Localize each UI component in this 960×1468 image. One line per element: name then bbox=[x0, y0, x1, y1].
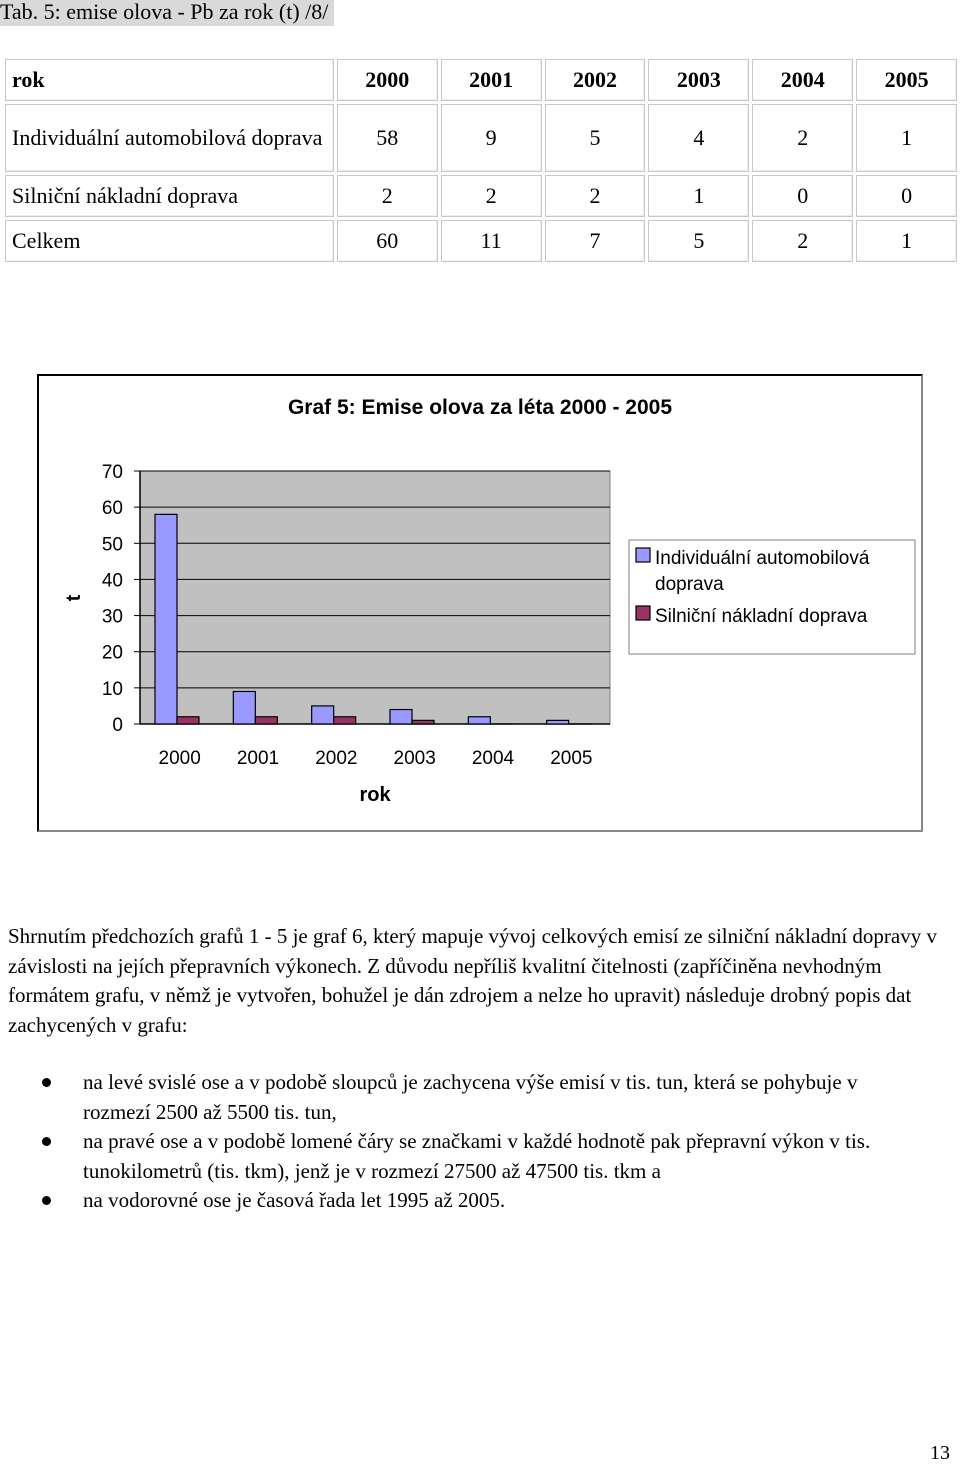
x-tick-label: 2000 bbox=[158, 748, 201, 769]
list-item bbox=[40, 1068, 920, 1127]
y-tick-label: 40 bbox=[101, 570, 123, 592]
table-cell: 5 bbox=[545, 104, 646, 172]
table-cell: 1 bbox=[648, 175, 749, 217]
table-cell: 2 bbox=[337, 175, 438, 217]
y-axis-label: t bbox=[63, 594, 85, 602]
bar-chart bbox=[39, 376, 921, 830]
plot-area bbox=[140, 471, 610, 724]
list-item bbox=[40, 1127, 920, 1186]
table-row bbox=[5, 220, 957, 262]
table-header-cell: 2002 bbox=[545, 59, 646, 101]
bullet-icon bbox=[42, 1078, 51, 1087]
y-tick-label: 70 bbox=[101, 462, 123, 483]
table-cell: 58 bbox=[337, 104, 438, 172]
table-row-label: Individuální automobilová doprava bbox=[5, 104, 334, 172]
legend-label: Silniční nákladní doprava bbox=[655, 606, 868, 627]
list-item-text: na vodorovné ose je časová řada let 1995 až 2005. bbox=[83, 1188, 506, 1212]
bar bbox=[412, 720, 434, 724]
table-row-label: Silniční nákladní doprava bbox=[5, 175, 334, 217]
bar bbox=[312, 706, 334, 724]
table-row-label: Celkem bbox=[5, 220, 334, 262]
bar bbox=[255, 717, 277, 724]
summary-paragraph: Shrnutím předchozích grafů 1 - 5 je graf 6, který mapuje vývoj celkových emisí ze silniční nákladní dopravy v závislosti na jejích přepravních výkonech. Z důvodu nepříliš kvalitní čitelnosti (zapříčiněna nevhodným formátem grafu, v němž je vytvořen, bohužel je dán zdrojem a nelze ho upravit) následuje drobný popis dat zachycených v grafu: bbox=[8, 924, 937, 1037]
table-header-cell: 2000 bbox=[337, 59, 438, 101]
caption-label: Tab. 5: bbox=[0, 0, 61, 24]
bullet-list bbox=[40, 1068, 920, 1216]
table-header-cell: 2005 bbox=[856, 59, 957, 101]
table-header-cell: 2004 bbox=[752, 59, 853, 101]
table-cell: 2 bbox=[752, 104, 853, 172]
table-cell: 11 bbox=[441, 220, 542, 262]
table-cell: 1 bbox=[856, 220, 957, 262]
bullet-icon bbox=[42, 1196, 51, 1205]
legend-swatch bbox=[636, 548, 650, 562]
caption-text: emise olova - Pb za rok (t) /8/ bbox=[60, 0, 329, 24]
table-cell: 4 bbox=[648, 104, 749, 172]
table-row bbox=[5, 175, 957, 217]
table-header-cell: 2001 bbox=[441, 59, 542, 101]
bar bbox=[334, 717, 356, 724]
table-caption bbox=[0, 0, 334, 26]
y-tick-label: 30 bbox=[101, 606, 123, 628]
table-cell: 9 bbox=[441, 104, 542, 172]
x-tick-label: 2004 bbox=[471, 748, 515, 769]
table-cell: 2 bbox=[752, 220, 853, 262]
list-item-text: na levé svislé ose a v podobě sloupců je zachycena výše emisí v tis. tun, která se pohybuje v rozmezí 2500 až 5500 tis. tun, bbox=[83, 1070, 858, 1124]
bar bbox=[390, 710, 412, 724]
legend-swatch bbox=[636, 606, 650, 620]
table-cell: 5 bbox=[648, 220, 749, 262]
bar bbox=[233, 691, 255, 724]
table-cell: 7 bbox=[545, 220, 646, 262]
table-cell: 60 bbox=[337, 220, 438, 262]
emissions-table bbox=[2, 56, 960, 265]
list-item-text: na pravé ose a v podobě lomené čáry se značkami v každé hodnotě pak přepravní výkon v tis. tunokilometrů (tis. tkm), jenž je v rozmezí 27500 až 47500 tis. tkm a bbox=[83, 1129, 871, 1183]
table-cell: 2 bbox=[441, 175, 542, 217]
table-header-cell: 2003 bbox=[648, 59, 749, 101]
bar bbox=[177, 717, 199, 724]
x-tick-label: 2002 bbox=[315, 748, 358, 769]
legend-label: doprava bbox=[655, 574, 724, 595]
table-cell: 0 bbox=[752, 175, 853, 217]
y-tick-label: 10 bbox=[101, 678, 123, 700]
bar bbox=[155, 514, 177, 724]
y-tick-label: 50 bbox=[101, 534, 123, 556]
table-cell: 2 bbox=[545, 175, 646, 217]
list-item bbox=[40, 1186, 920, 1216]
x-tick-label: 2005 bbox=[550, 748, 593, 769]
chart-frame bbox=[37, 374, 923, 832]
y-tick-label: 20 bbox=[101, 642, 123, 664]
legend-label: Individuální automobilová bbox=[655, 548, 870, 569]
table-header-row bbox=[5, 59, 957, 101]
table-cell: 0 bbox=[856, 175, 957, 217]
table-header-cell: rok bbox=[5, 59, 334, 101]
bar bbox=[468, 717, 490, 724]
table-cell: 1 bbox=[856, 104, 957, 172]
chart-title: Graf 5: Emise olova za léta 2000 - 2005 bbox=[287, 396, 673, 419]
x-axis-label: rok bbox=[359, 784, 391, 806]
x-tick-label: 2003 bbox=[393, 748, 436, 769]
page-number: 13 bbox=[930, 1442, 950, 1464]
y-tick-label: 60 bbox=[101, 498, 123, 520]
bullet-icon bbox=[42, 1137, 51, 1146]
bar bbox=[547, 720, 569, 724]
x-tick-label: 2001 bbox=[236, 748, 280, 769]
y-tick-label: 0 bbox=[112, 715, 123, 736]
table-row bbox=[5, 104, 957, 172]
